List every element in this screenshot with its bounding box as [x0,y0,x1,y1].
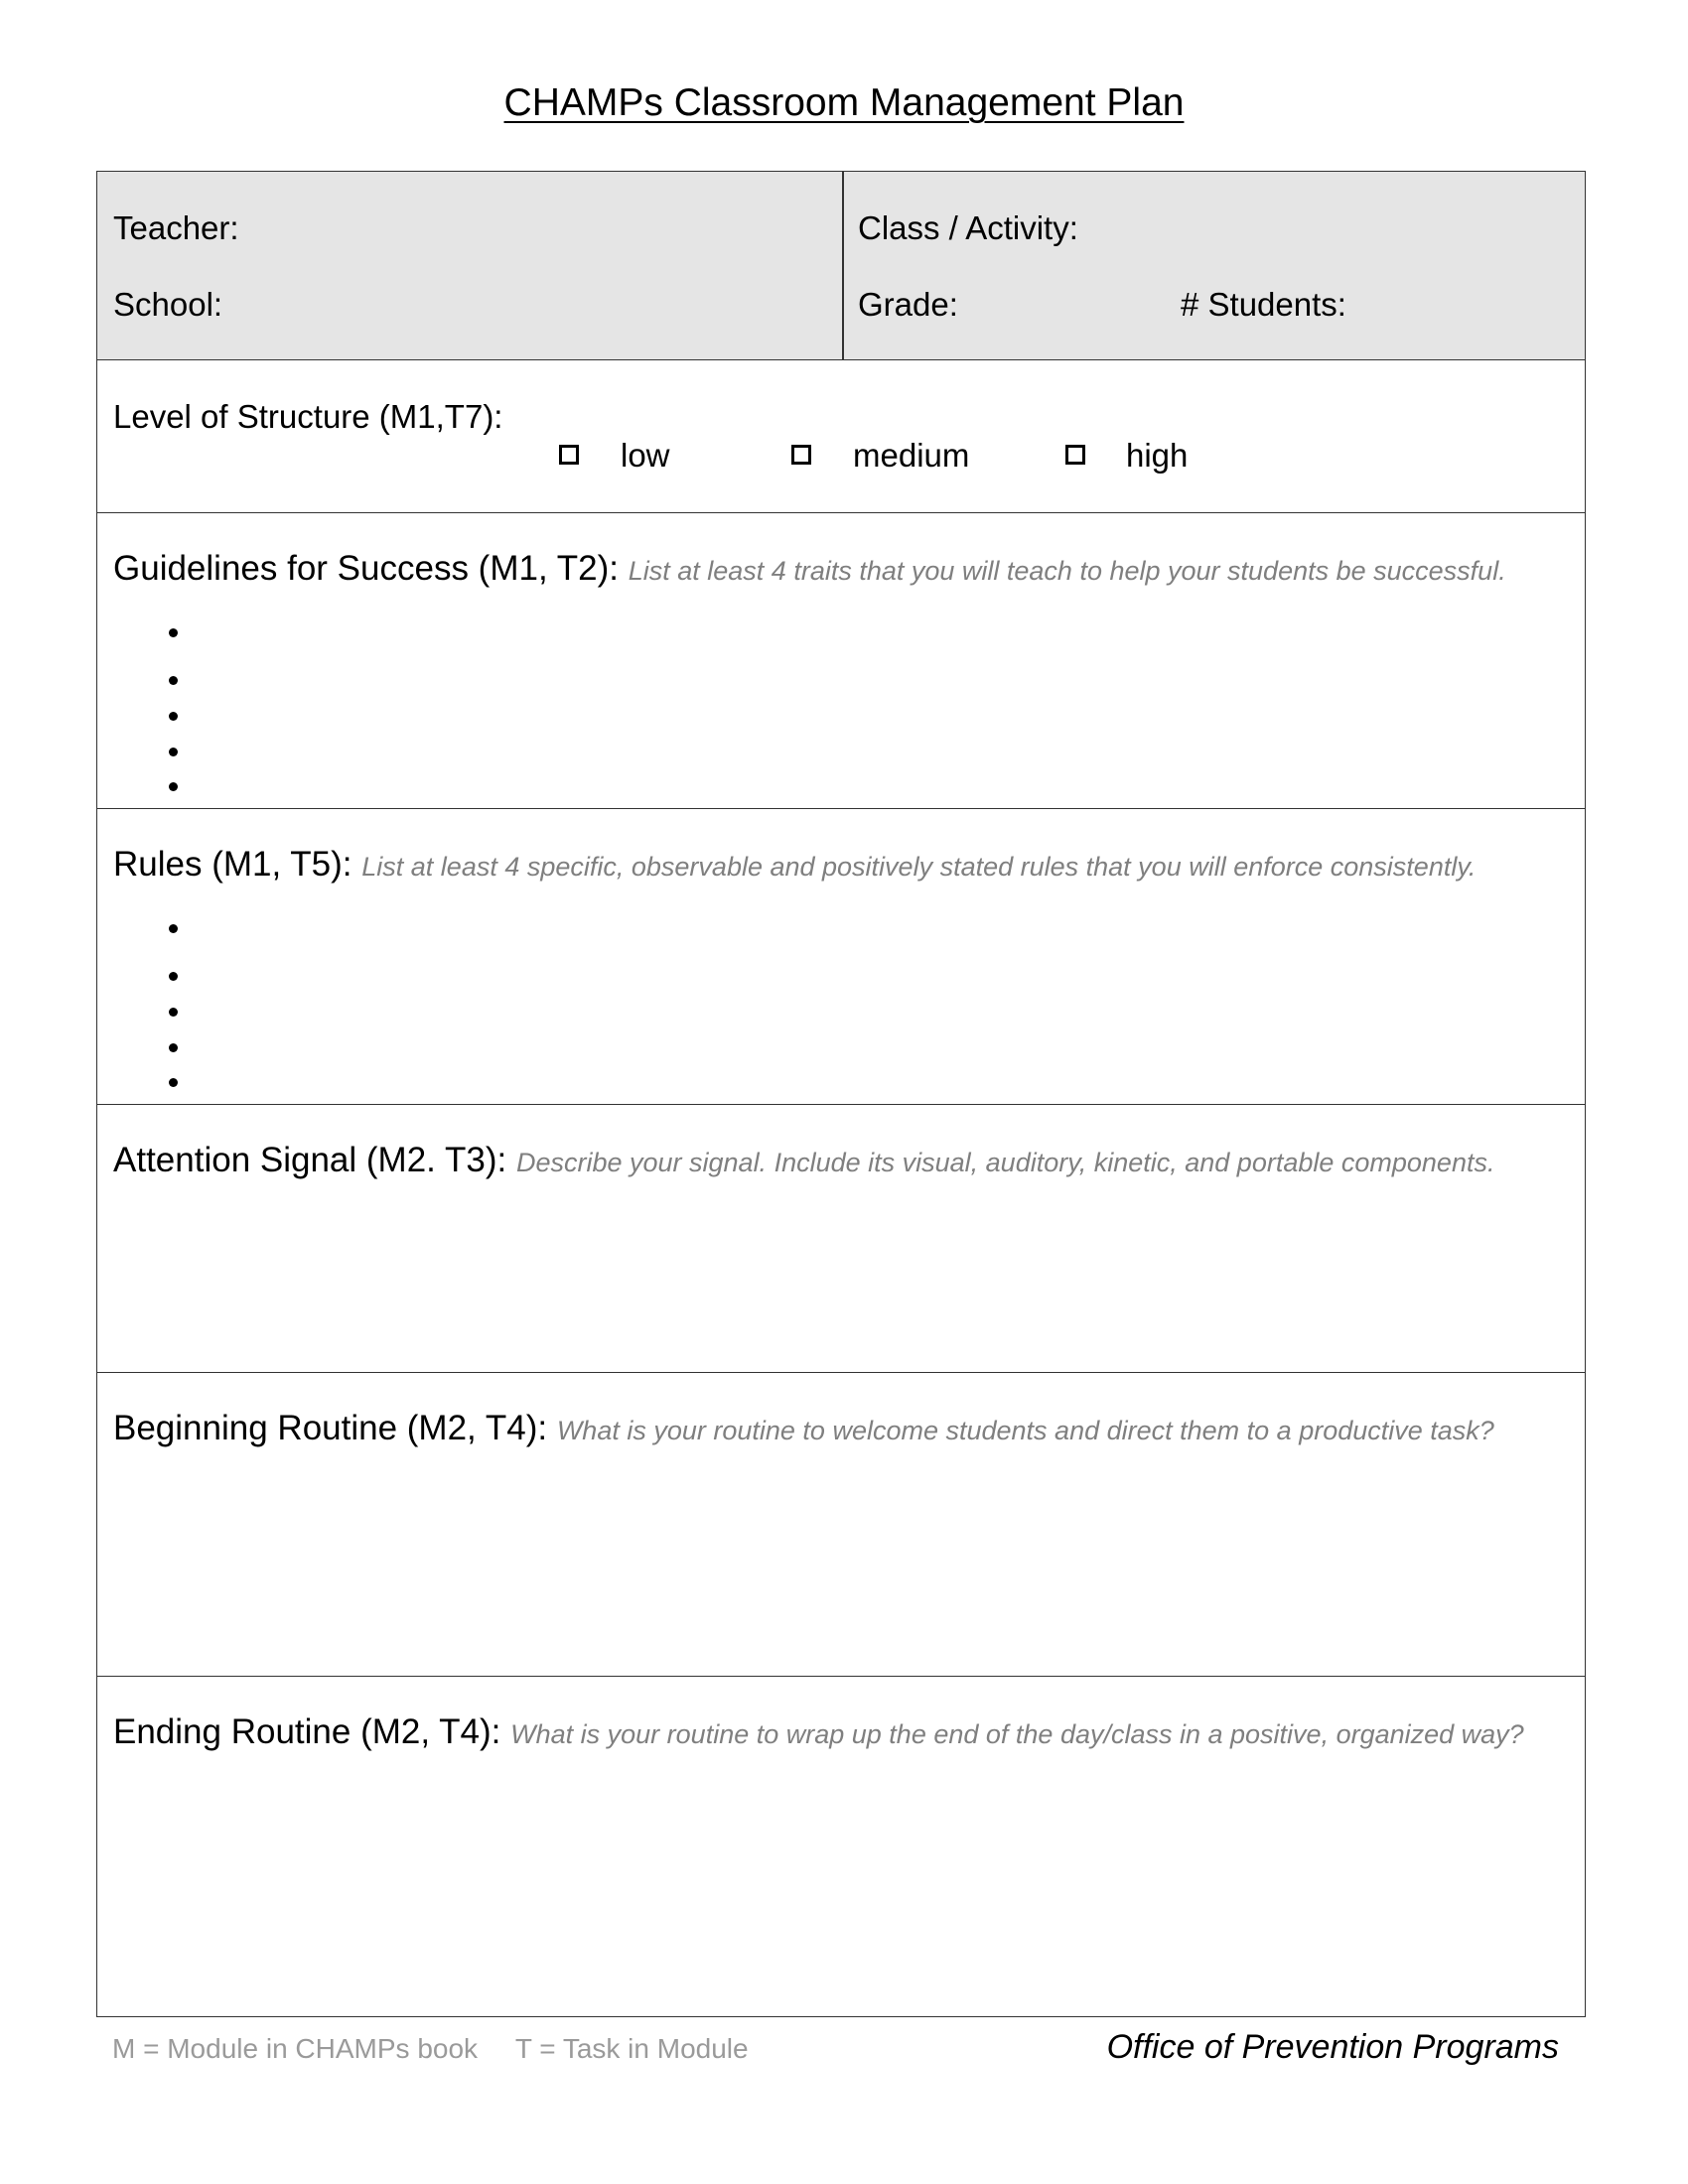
rules-heading [113,845,1476,885]
guidelines-label: Guidelines for Success (M1, T2): [113,549,619,588]
grade-field[interactable]: Grade: [858,286,958,323]
beginning-heading [113,1409,1494,1448]
school-field[interactable]: School: [113,286,223,323]
guidelines-heading [113,549,1506,589]
class-activity-field[interactable]: Class / Activity: [858,209,1078,246]
attention-hint: Describe your signal. Include its visual, auditory, kinetic, and portable components. [515,1148,1495,1177]
rules-section [97,809,1585,1105]
structure-label: Level of Structure (M1,T7): [113,398,503,435]
footer-legend [112,2033,749,2065]
attention-signal-section[interactable] [97,1105,1585,1373]
guideline-bullet-1[interactable] [169,628,178,637]
students-count-field[interactable]: # Students: [1181,286,1346,323]
attention-heading [113,1141,1494,1180]
beginning-label: Beginning Routine (M2, T4): [113,1409,548,1447]
low-option-label: low [621,437,670,474]
management-plan-form [96,171,1586,2017]
guidelines-hint: List at least 4 traits that you will teach to help your students be successful. [628,556,1506,586]
guidelines-section [97,513,1585,809]
office-name: Office of Prevention Programs [1106,2028,1559,2066]
high-option-label: high [1126,437,1189,474]
attention-label: Attention Signal (M2. T3): [113,1141,507,1179]
rule-bullet-3[interactable] [169,1008,178,1017]
low-checkbox[interactable] [559,445,579,465]
guideline-bullet-5[interactable] [169,782,178,791]
module-legend: M = Module in CHAMPs book [112,2033,479,2064]
high-checkbox[interactable] [1065,445,1085,465]
rule-bullet-5[interactable] [169,1078,178,1087]
info-header-row [97,172,1585,360]
medium-option-label: medium [853,437,970,474]
ending-label: Ending Routine (M2, T4): [113,1712,501,1751]
task-legend: T = Task in Module [514,2033,749,2064]
medium-checkbox[interactable] [791,445,811,465]
guideline-bullet-3[interactable] [169,712,178,721]
page-title: CHAMPs Classroom Management Plan [503,81,1185,124]
rule-bullet-2[interactable] [169,972,178,981]
rule-bullet-4[interactable] [169,1043,178,1052]
structure-section [97,360,1585,513]
header-divider [842,172,844,359]
beginning-routine-section[interactable] [97,1373,1585,1677]
teacher-field[interactable]: Teacher: [113,209,239,246]
ending-hint: What is your routine to wrap up the end of the day/class in a positive, organized way? [510,1719,1524,1749]
rule-bullet-1[interactable] [169,924,178,933]
rules-hint: List at least 4 specific, observable and positively stated rules that you will enforce consistently. [361,852,1477,882]
guideline-bullet-4[interactable] [169,748,178,756]
beginning-hint: What is your routine to welcome students and direct them to a productive task? [556,1416,1494,1445]
rules-label: Rules (M1, T5): [113,845,352,884]
ending-heading [113,1712,1524,1752]
ending-routine-section[interactable] [97,1677,1585,2018]
guideline-bullet-2[interactable] [169,676,178,685]
